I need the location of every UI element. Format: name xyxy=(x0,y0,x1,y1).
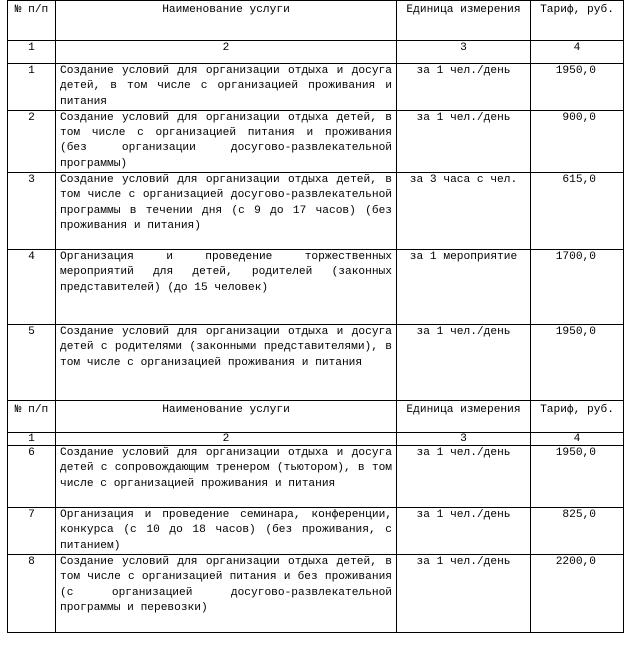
table-index-row xyxy=(8,433,624,446)
table-row xyxy=(8,110,624,172)
row-name: Создание условий для организации отдыха и досуга детей, в том числе с организацией проживания и питания xyxy=(56,64,397,111)
table-row xyxy=(8,64,624,111)
row-unit: за 3 часа с чел. xyxy=(397,173,531,250)
row-unit: за 1 чел./день xyxy=(397,110,531,172)
row-num: 1 xyxy=(8,64,56,111)
header-tariff: Тариф, руб. xyxy=(531,1,624,41)
row-unit: за 1 чел./день xyxy=(397,446,531,508)
header-tariff: Тариф, руб. xyxy=(531,401,624,433)
table-header-row xyxy=(8,401,624,433)
row-tariff: 1950,0 xyxy=(531,325,624,401)
index-cell: 4 xyxy=(531,433,624,446)
row-unit: за 1 чел./день xyxy=(397,554,531,632)
row-name: Создание условий для организации отдыха и досуга детей с сопровождающим тренером (тьютором), в том числе с организацией проживания и питания xyxy=(56,446,397,508)
row-num: 2 xyxy=(8,110,56,172)
row-unit: за 1 чел./день xyxy=(397,64,531,111)
header-num: № п/п xyxy=(8,401,56,433)
index-cell: 2 xyxy=(56,41,397,64)
table-row xyxy=(8,173,624,250)
row-unit: за 1 чел./день xyxy=(397,325,531,401)
index-cell: 1 xyxy=(8,433,56,446)
row-num: 4 xyxy=(8,250,56,325)
index-cell: 4 xyxy=(531,41,624,64)
table-row xyxy=(8,554,624,632)
row-unit: за 1 чел./день xyxy=(397,508,531,555)
row-name: Организация и проведение семинара, конференции, конкурса (с 10 до 18 часов) (без проживания, с питанием) xyxy=(56,508,397,555)
table-row xyxy=(8,446,624,508)
table-index-row xyxy=(8,41,624,64)
row-unit: за 1 мероприятие xyxy=(397,250,531,325)
row-name: Создание условий для организации отдыха и досуга детей с родителями (законными представителями), в том числе с организацией проживания и питания xyxy=(56,325,397,401)
row-name: Организация и проведение торжественных мероприятий для детей, родителей (законных представителей) (до 15 человек) xyxy=(56,250,397,325)
index-cell: 3 xyxy=(397,433,531,446)
row-name: Создание условий для организации отдыха детей, в том числе с организацией досугово-развлекательной программы в течении дня (с 9 до 17 часов) (без проживания и питания) xyxy=(56,173,397,250)
row-name: Создание условий для организации отдыха детей, в том числе с организацией питания и без проживания (с организацией досугово-развлекательной программы и перевозки) xyxy=(56,554,397,632)
header-num: № п/п xyxy=(8,1,56,41)
tariff-table xyxy=(7,0,624,633)
table-row xyxy=(8,508,624,555)
row-tariff: 825,0 xyxy=(531,508,624,555)
row-name: Создание условий для организации отдыха детей, в том числе с организацией питания и проживания (без организации досугово-развлекательной программы) xyxy=(56,110,397,172)
row-tariff: 1950,0 xyxy=(531,64,624,111)
header-unit: Единица измерения xyxy=(397,1,531,41)
row-num: 7 xyxy=(8,508,56,555)
index-cell: 3 xyxy=(397,41,531,64)
table-row xyxy=(8,325,624,401)
row-tariff: 2200,0 xyxy=(531,554,624,632)
row-num: 6 xyxy=(8,446,56,508)
row-num: 3 xyxy=(8,173,56,250)
row-num: 5 xyxy=(8,325,56,401)
row-num: 8 xyxy=(8,554,56,632)
row-tariff: 900,0 xyxy=(531,110,624,172)
table-header-row xyxy=(8,1,624,41)
row-tariff: 1700,0 xyxy=(531,250,624,325)
header-name: Наименование услуги xyxy=(56,1,397,41)
table-row xyxy=(8,250,624,325)
header-name: Наименование услуги xyxy=(56,401,397,433)
header-unit: Единица измерения xyxy=(397,401,531,433)
index-cell: 2 xyxy=(56,433,397,446)
row-tariff: 615,0 xyxy=(531,173,624,250)
index-cell: 1 xyxy=(8,41,56,64)
row-tariff: 1950,0 xyxy=(531,446,624,508)
